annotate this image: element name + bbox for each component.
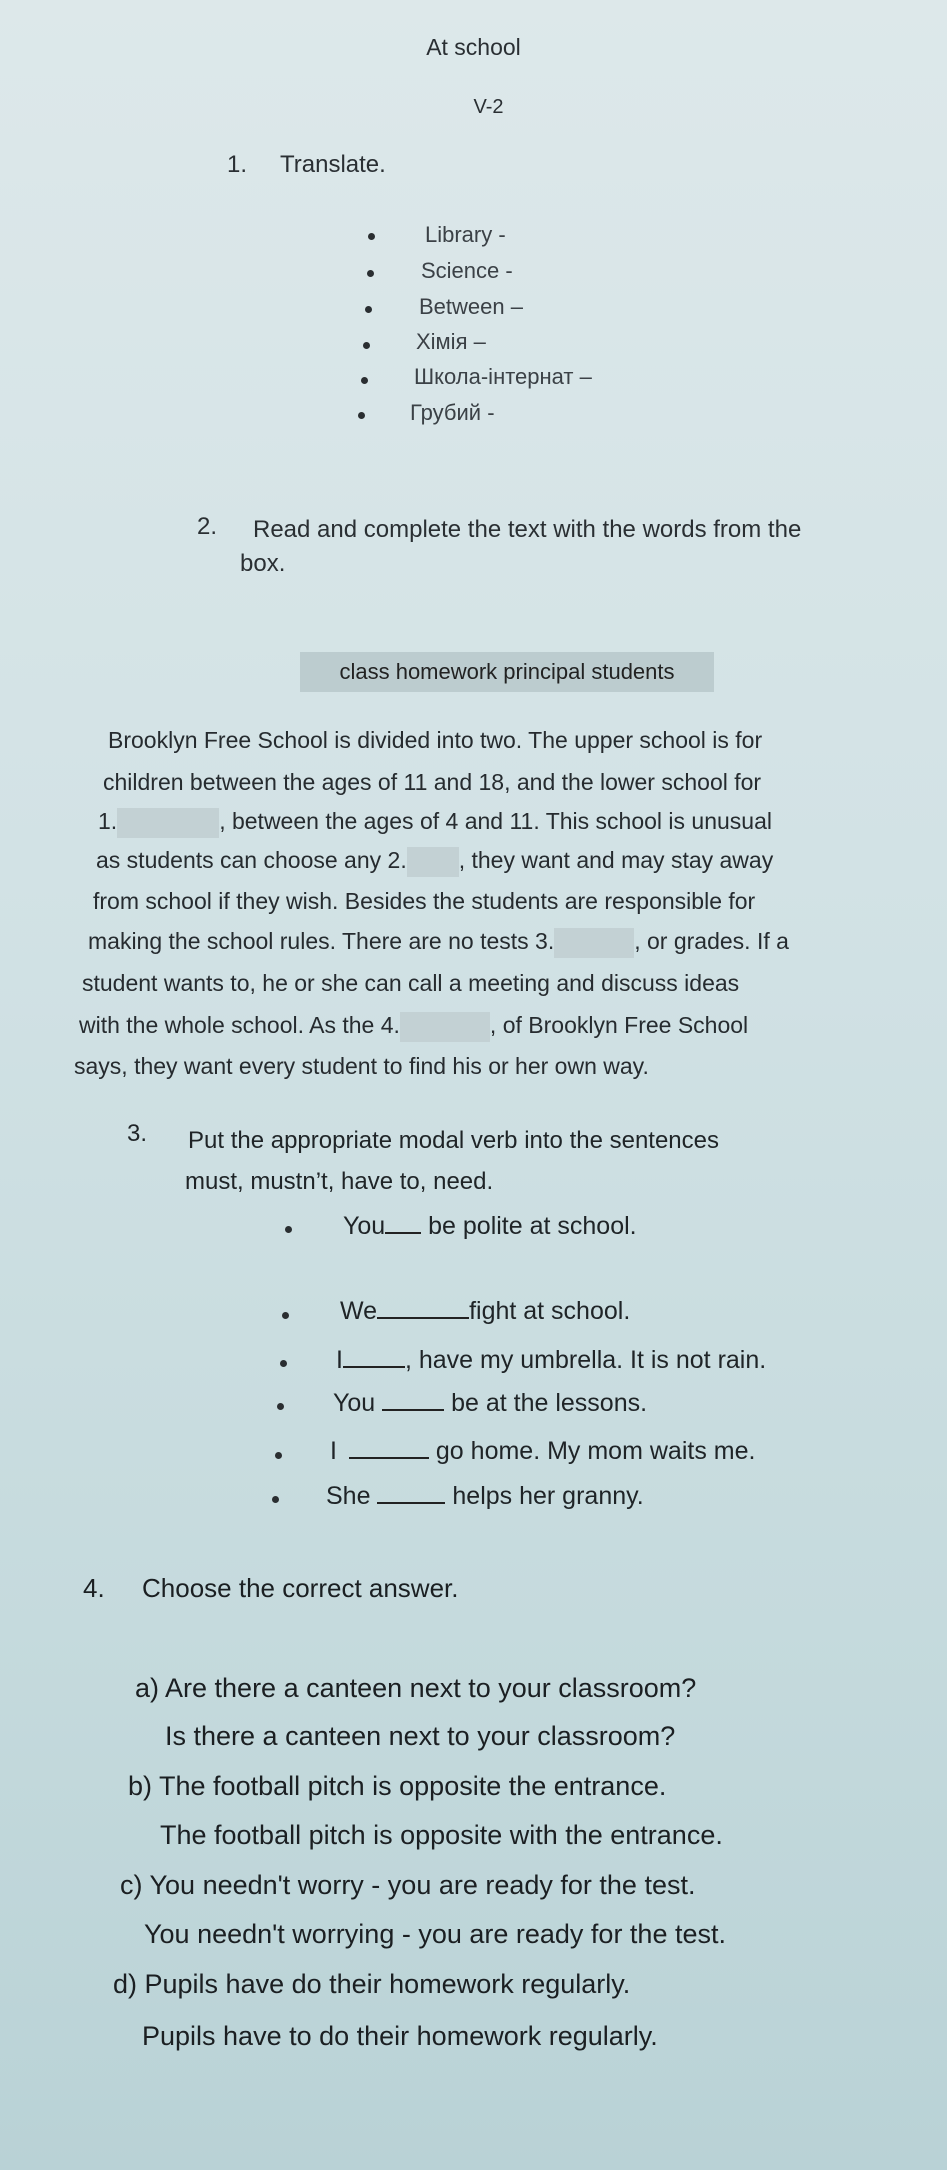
sentence-end: fight at school. — [469, 1297, 631, 1325]
task3-label: Put the appropriate modal verb into the sentences — [188, 1127, 719, 1154]
text-fragment: , or grades. If a — [634, 928, 789, 955]
bullet-icon — [282, 1312, 289, 1319]
task4-label: Choose the correct answer. — [142, 1573, 459, 1603]
gap-4-blank[interactable] — [400, 1012, 490, 1042]
task3-modal-list: must, mustn’t, have to, need. — [185, 1168, 494, 1195]
choice-option[interactable]: The football pitch is opposite with the entrance. — [160, 1820, 723, 1850]
gap-number: 2. — [387, 847, 407, 874]
sentence-end: , have my umbrella. It is not rain. — [404, 1346, 767, 1374]
sentence-start: We — [340, 1297, 378, 1325]
gap-3-blank[interactable] — [554, 928, 634, 958]
word-box: class homework principal students — [300, 652, 714, 692]
text-fragment: , they want and may stay away — [458, 847, 774, 874]
sentence-start: I — [330, 1437, 337, 1465]
text-line: from school if they wish. Besides the students are responsible for — [93, 888, 756, 914]
translate-item: Грубий - — [410, 400, 495, 425]
modal-sentence — [333, 1387, 647, 1418]
text-line: Brooklyn Free School is divided into two. The upper school is for — [108, 727, 763, 753]
bullet-icon — [272, 1496, 279, 1503]
text-line: says, they want every student to find his or her own way. — [74, 1053, 649, 1079]
gap-1-blank[interactable] — [117, 808, 219, 838]
choice-option[interactable]: b) The football pitch is opposite the entrance. — [128, 1771, 667, 1801]
choice-option[interactable]: c) You needn't worry - you are ready for the test. — [120, 1870, 696, 1900]
sentence-end: go home. My mom waits me. — [435, 1437, 756, 1465]
modal-sentence — [343, 1210, 637, 1241]
choice-option[interactable]: Pupils have to do their homework regularly. — [142, 2021, 658, 2051]
bullet-icon — [275, 1452, 282, 1459]
sentence-end: helps her granny. — [452, 1482, 644, 1510]
answer-blank[interactable] — [377, 1295, 469, 1319]
translate-item: Library - — [425, 222, 506, 247]
bullet-icon — [285, 1226, 292, 1233]
bullet-icon — [358, 412, 365, 419]
modal-sentence — [326, 1480, 644, 1511]
text-fragment: , of Brooklyn Free School — [489, 1012, 749, 1039]
bullet-icon — [363, 342, 370, 349]
text-line: children between the ages of 11 and 18, and the lower school for — [103, 769, 762, 795]
gap-2-blank[interactable] — [407, 847, 459, 877]
text-fragment: , between the ages of 4 and 11. This school is unusual — [219, 808, 772, 835]
sentence-start: She — [326, 1482, 371, 1510]
sentence-end: be polite at school. — [428, 1212, 637, 1240]
answer-blank[interactable] — [385, 1210, 421, 1234]
bullet-icon — [368, 233, 375, 240]
answer-blank[interactable] — [382, 1387, 444, 1411]
text-line: student wants to, he or she can call a meeting and discuss ideas — [82, 970, 740, 996]
text-line — [96, 847, 773, 877]
task4-number: 4. — [83, 1573, 105, 1603]
sentence-start: You — [343, 1212, 386, 1240]
text-line — [88, 928, 789, 958]
choice-option[interactable]: Is there a canteen next to your classroom? — [165, 1721, 676, 1751]
sentence-start: You — [333, 1389, 376, 1417]
text-line — [79, 1012, 748, 1042]
sentence-start: I — [336, 1346, 343, 1374]
answer-blank[interactable] — [343, 1344, 405, 1368]
worksheet-title: At school — [426, 34, 521, 60]
task1-label: Translate. — [280, 151, 386, 178]
variant-label: V-2 — [473, 96, 504, 118]
task2-label-cont: box. — [240, 550, 286, 577]
choice-option[interactable]: a) Are there a canteen next to your classroom? — [135, 1673, 697, 1703]
bullet-icon — [277, 1403, 284, 1410]
task2-label: Read and complete the text with the words from the — [253, 516, 802, 543]
gap-number: 4. — [380, 1012, 400, 1039]
modal-sentence — [340, 1295, 630, 1326]
task3-number: 3. — [127, 1120, 148, 1147]
task1-number: 1. — [227, 151, 248, 178]
text-line — [98, 808, 772, 838]
translate-item: Science - — [421, 258, 513, 283]
gap-number: 1. — [98, 808, 118, 835]
bullet-icon — [367, 270, 374, 277]
choice-option[interactable]: You needn't worrying - you are ready for the test. — [144, 1919, 726, 1949]
text-fragment: as students can choose any — [96, 847, 382, 874]
text-fragment: making the school rules. There are no tests — [88, 928, 529, 955]
bullet-icon — [280, 1360, 287, 1367]
translate-item: Between – — [419, 294, 523, 319]
answer-blank[interactable] — [349, 1435, 429, 1459]
translate-item: Школа-інтернат – — [414, 364, 592, 389]
translate-item: Хімія – — [416, 329, 486, 354]
task2-number: 2. — [197, 513, 218, 540]
bullet-icon — [361, 377, 368, 384]
gap-number: 3. — [535, 928, 555, 955]
modal-sentence — [336, 1344, 766, 1375]
choice-option[interactable]: d) Pupils have do their homework regularly. — [113, 1969, 631, 1999]
sentence-end: be at the lessons. — [451, 1389, 648, 1417]
answer-blank[interactable] — [377, 1480, 445, 1504]
text-fragment: with the whole school. As the — [79, 1012, 375, 1039]
bullet-icon — [365, 306, 372, 313]
modal-sentence — [330, 1435, 755, 1466]
